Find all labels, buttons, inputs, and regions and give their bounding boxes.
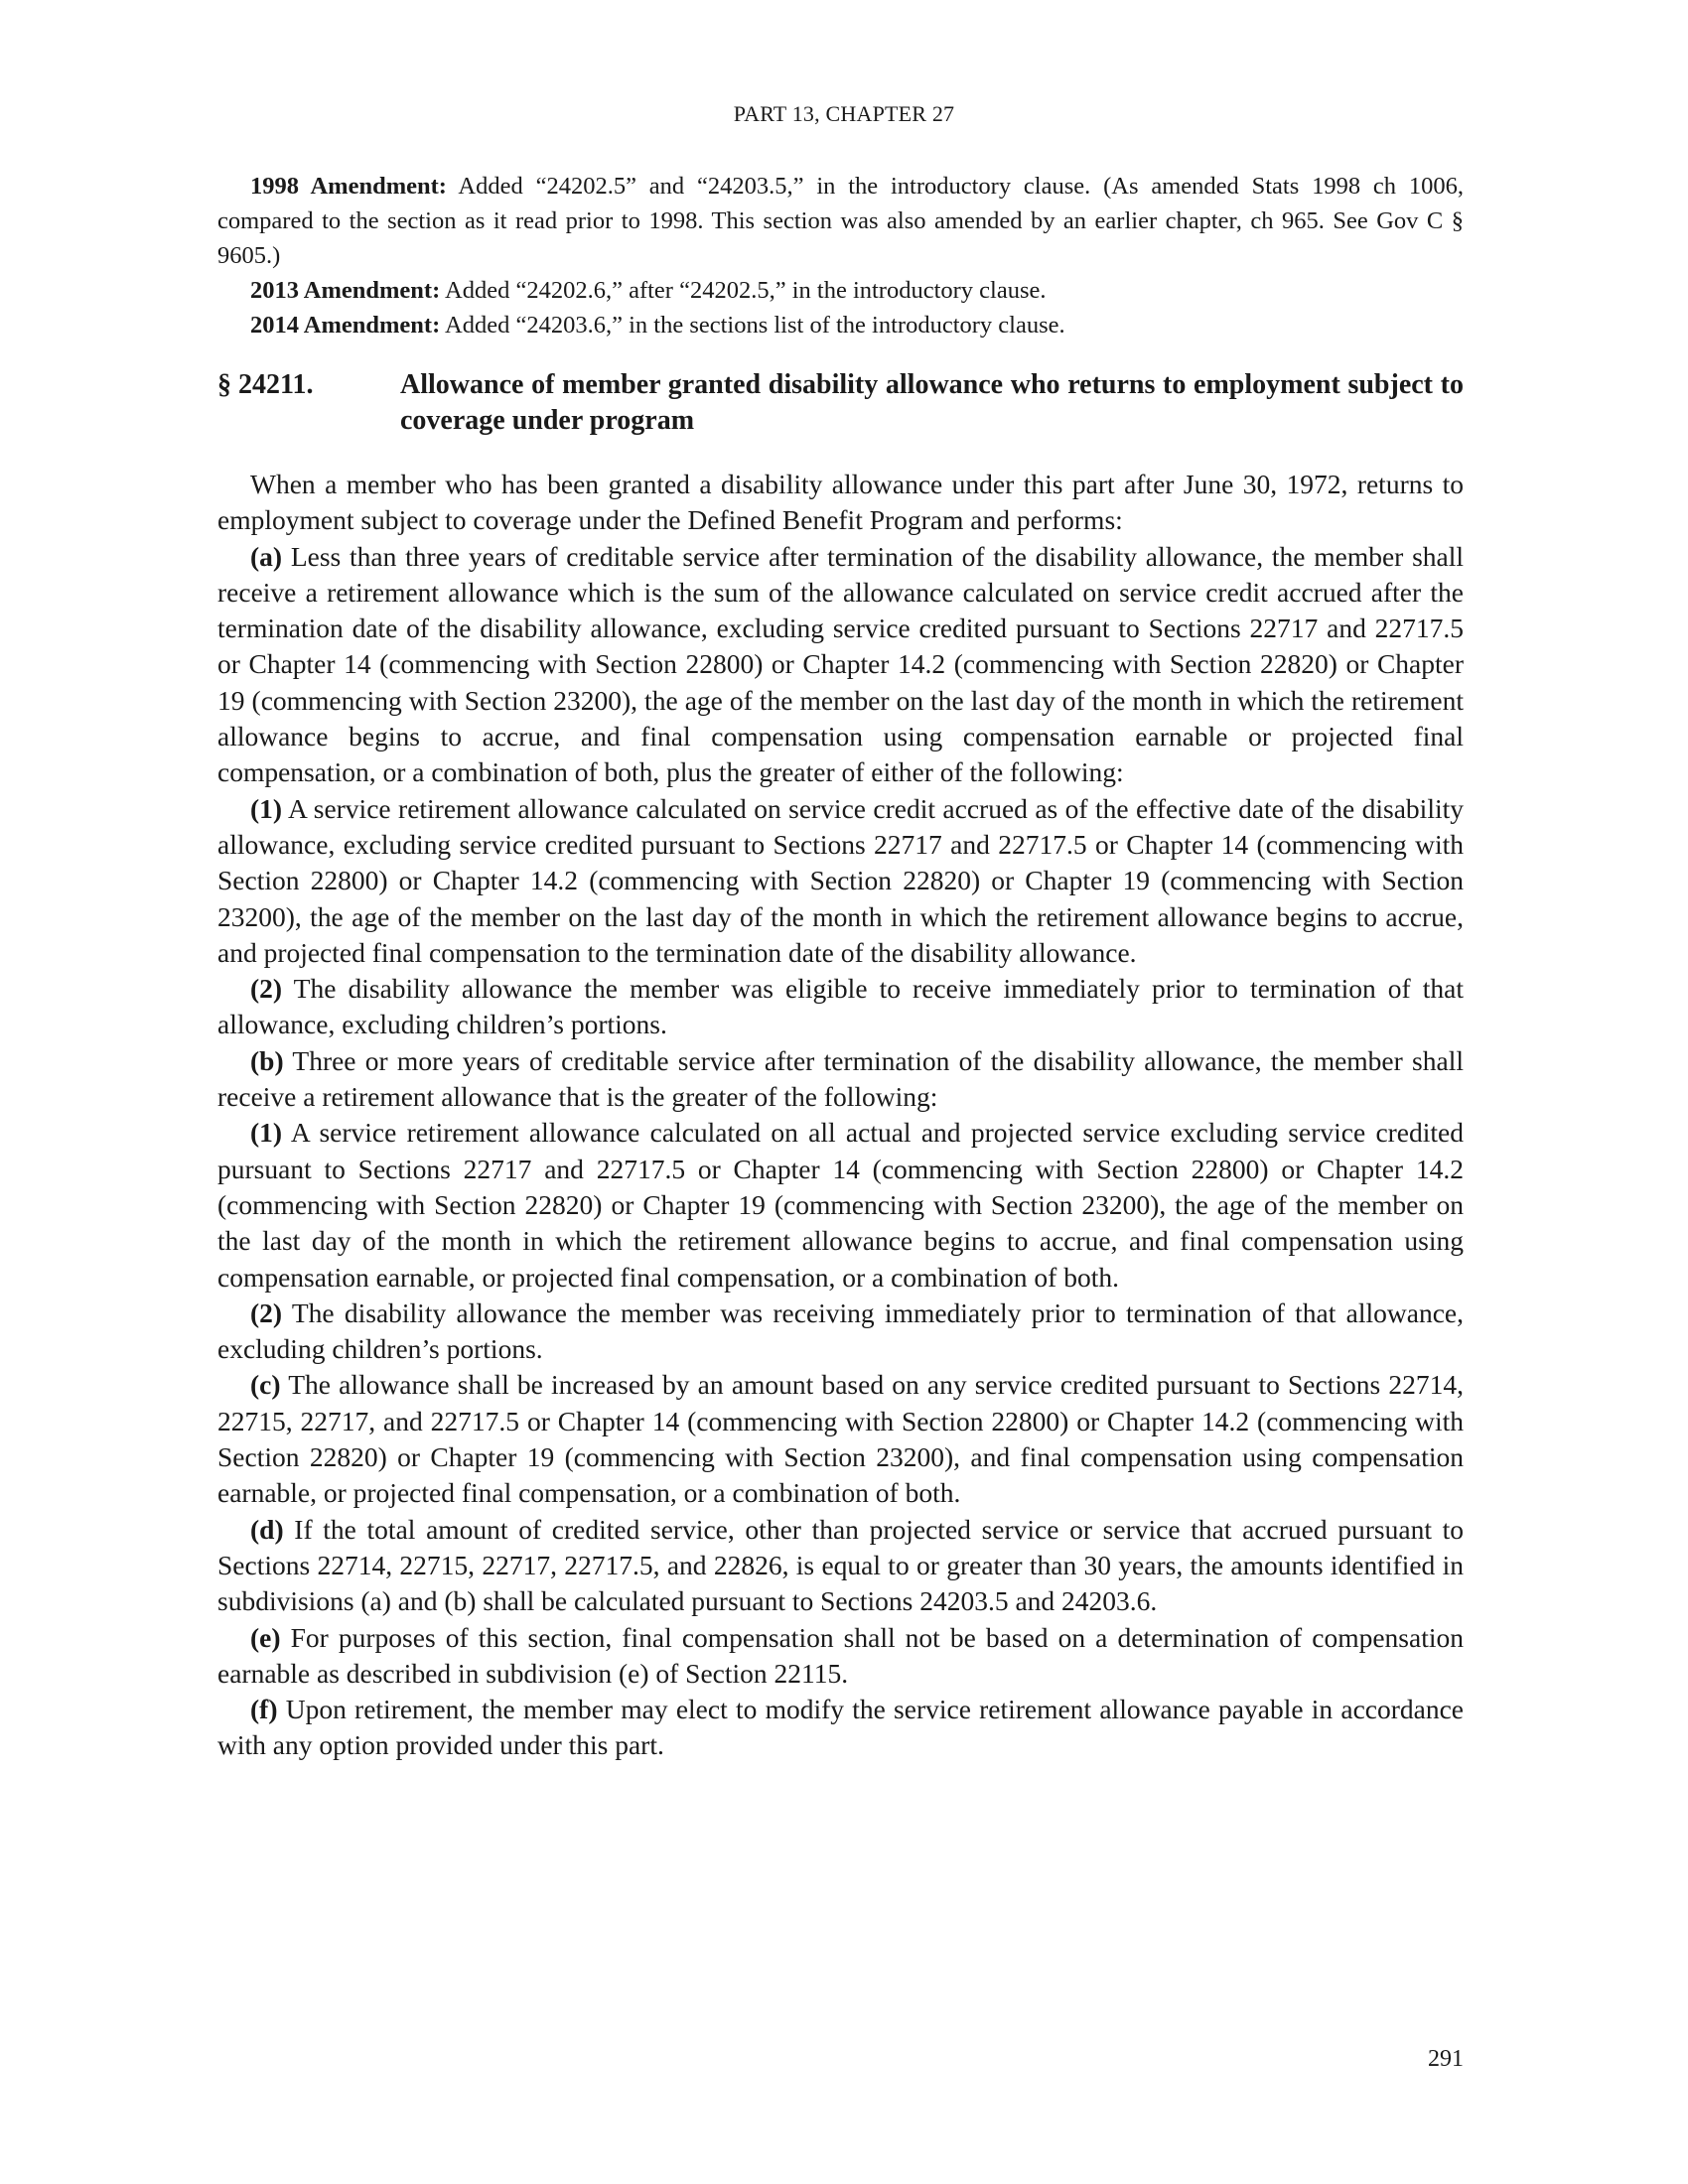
section-number: § 24211. [217, 369, 314, 400]
paragraph-text: A service retirement allowance calculated on all actual and projected service excluding service credited pursuant to Sections 22717 and 22717.5 or Chapter 14 (commencing with Section 22800) or Chapter 14.2 (commencing with Section 22820) or Chapter 19 (commencing with Section 23200), the age of the member on the last day of the month in which the retirement allowance begins to accrue, and final compensation using compensation earnable, or projected final compensation, or a combination of both. [217, 1117, 1464, 1293]
subdivision-d [217, 1512, 1464, 1620]
subdivision-label: (b) [250, 1044, 284, 1076]
subdivision-b-2 [217, 1296, 1464, 1368]
subdivision-label: (2) [250, 973, 283, 1005]
amendment-note [217, 169, 1464, 273]
amendment-label: 2014 Amendment: [250, 312, 441, 339]
subdivision-label: (1) [250, 1117, 283, 1149]
subdivision-c [217, 1367, 1464, 1511]
subdivision-e [217, 1620, 1464, 1693]
section-title: Allowance of member granted disability allowance who returns to employment subject to coverage under program [400, 369, 1464, 436]
amendment-text: Added “24202.6,” after “24202.5,” in the introductory clause. [445, 277, 1047, 304]
paragraph-text: A service retirement allowance calculated on service credit accrued as of the effective date of the disability allowance, excluding service credited pursuant to Sections 22717 and 22717.5 or Chapter 14 (commencing with Section 22800) or Chapter 14.2 (commencing with Section 22820) or Chapter 19 (commencing with Section 23200), the age of the member on the last day of the month in which the retirement allowance begins to accrue, and projected final compensation to the termination date of the disability allowance. [217, 792, 1464, 968]
amendment-note [217, 308, 1464, 342]
paragraph-text: When a member who has been granted a disability allowance under this part after June 30, 1972, returns to employment subject to coverage under the Defined Benefit Program and performs: [217, 469, 1464, 536]
subdivision-label: (f) [250, 1694, 278, 1725]
subdivision-label: (2) [250, 1297, 283, 1328]
subdivision-label: (1) [250, 792, 283, 824]
subdivision-b-1 [217, 1115, 1464, 1295]
intro-paragraph [217, 467, 1464, 539]
subdivision-label: (e) [250, 1621, 281, 1653]
amendment-label: 2013 Amendment: [250, 277, 441, 304]
paragraph-text: The disability allowance the member was receiving immediately prior to termination of that allowance, excluding children’s portions. [217, 1297, 1464, 1365]
subdivision-f [217, 1692, 1464, 1764]
paragraph-text: Upon retirement, the member may elect to modify the service retirement allowance payable in accordance with any option provided under this part. [217, 1694, 1465, 1761]
amendment-label: 1998 Amendment: [250, 173, 447, 200]
section-body [217, 467, 1464, 1764]
paragraph-text: The allowance shall be increased by an amount based on any service credited pursuant to Sections 22714, 22715, 22717, and 22717.5 or Chapter 14 (commencing with Section 22800) or Chapter 14.2 (commencing with Section 22820) or Chapter 19 (commencing with Section 23200), and final compensation using compensation earnable, or projected final compensation, or a combination of both. [217, 1369, 1464, 1509]
subdivision-label: (d) [250, 1513, 284, 1545]
paragraph-text: For purposes of this section, final compensation shall not be based on a determination of compensation earnable as described in subdivision (e) of Section 22115. [217, 1621, 1464, 1689]
subdivision-a-2 [217, 971, 1464, 1043]
paragraph-text: Less than three years of creditable service after termination of the disability allowance, the member shall receive a retirement allowance which is the sum of the allowance calculated on service credit accrued after the termination date of the disability allowance, excluding service credited pursuant to Sections 22717 and 22717.5 or Chapter 14 (commencing with Section 22800) or Chapter 14.2 (commencing with Section 22820) or Chapter 19 (commencing with Section 23200), the age of the member on the last day of the month in which the retirement allowance begins to accrue, and final compensation using compensation earnable or projected final compensation, or a combination of both, plus the greater of either of the following: [217, 540, 1465, 788]
section-heading [217, 367, 1464, 439]
page-number: 291 [1428, 2046, 1464, 2072]
running-head: PART 13, CHAPTER 27 [733, 101, 955, 126]
subdivision-label: (c) [250, 1369, 281, 1401]
subdivision-b [217, 1043, 1464, 1116]
paragraph-text: The disability allowance the member was eligible to receive immediately prior to termination of that allowance, excluding children’s portions. [217, 973, 1464, 1040]
subdivision-a-1 [217, 791, 1464, 971]
subdivision-label: (a) [250, 540, 283, 572]
paragraph-text: If the total amount of credited service, other than projected service or service that accrued pursuant to Sections 22714, 22715, 22717, 22717.5, and 22826, is equal to or greater than 30 years, the amounts identified in subdivisions (a) and (b) shall be calculated pursuant to Sections 24203.5 and 24203.6. [217, 1513, 1465, 1617]
subdivision-a [217, 539, 1464, 791]
amendment-notes [217, 169, 1464, 342]
amendment-note [217, 273, 1464, 308]
paragraph-text: Three or more years of creditable service after termination of the disability allowance, the member shall receive a retirement allowance that is the greater of the following: [217, 1044, 1464, 1113]
amendment-text: Added “24202.5” and “24203.5,” in the introductory clause. (As amended Stats 1998 ch 1006, compared to the section as it read prior to 1998. This section was also amended by an earlier chapter, ch 965. See Gov C § 9605.) [217, 173, 1464, 269]
amendment-text: Added “24203.6,” in the sections list of the introductory clause. [445, 312, 1065, 339]
